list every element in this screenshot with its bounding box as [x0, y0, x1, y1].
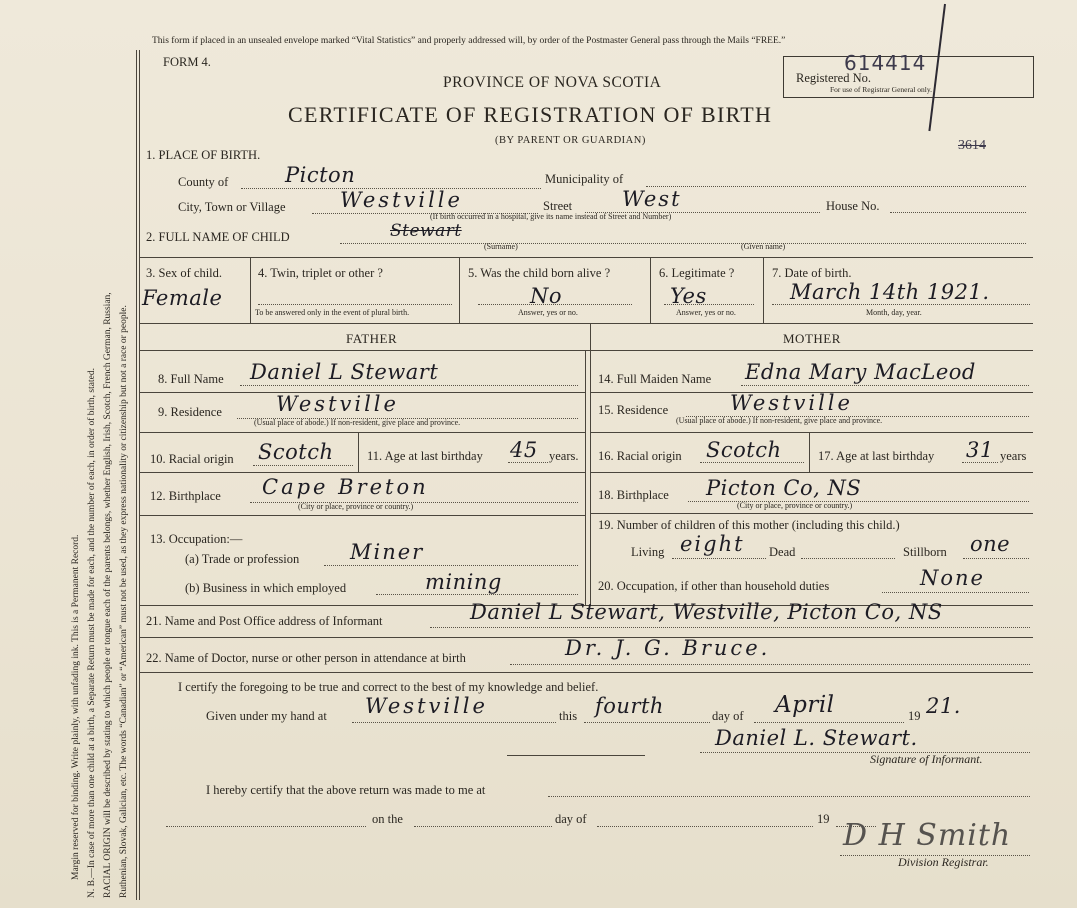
- stillborn-label: Stillborn: [903, 545, 947, 559]
- father-residence-label: 9. Residence: [158, 405, 222, 419]
- father-birthplace-value: Cape Breton: [262, 475, 429, 499]
- alive-value: No: [530, 284, 563, 308]
- city-value: Westville: [340, 188, 463, 212]
- given-day-value: fourth: [595, 694, 664, 718]
- registrar-day-line: [414, 826, 552, 827]
- mother-occupation-value: None: [920, 566, 985, 590]
- dead-line: [801, 558, 895, 559]
- top-notice: This form if placed in an unsealed envelope marked “Vital Statistics” and properly addressed will, by order of the Postmaster General pass through the Mails “FREE.”: [152, 36, 786, 46]
- living-label: Living: [631, 545, 665, 559]
- mother-age-unit: years: [1000, 449, 1027, 463]
- child-surname-value: Stewart: [390, 221, 462, 241]
- short-rule: [507, 755, 645, 756]
- form-left-border: [136, 50, 137, 900]
- surname-caption: (Surname): [484, 242, 518, 251]
- informant-line: [430, 627, 1030, 628]
- this-label: this: [559, 709, 578, 723]
- given-place-value: Westville: [365, 694, 488, 718]
- mother-row-18-border: [590, 513, 1033, 514]
- registrar-place-line-2: [166, 826, 366, 827]
- mother-heading: MOTHER: [783, 331, 841, 346]
- alive-note: Answer, yes or no.: [518, 308, 578, 317]
- father-racial-age-divider: [358, 432, 359, 472]
- father-birthplace-note: (City or place, province or country.): [298, 502, 414, 511]
- registered-number-box: [783, 51, 1034, 98]
- registrar-place-line: [548, 796, 1030, 797]
- father-row-10-border: [140, 472, 585, 473]
- divider-6-7: [763, 257, 764, 323]
- divider-5-6: [650, 257, 651, 323]
- father-name-value: Daniel L Stewart: [250, 360, 439, 384]
- divider-4-5: [459, 257, 460, 323]
- living-line: [672, 558, 766, 559]
- given-year-value: 21.: [926, 694, 961, 718]
- given-month-value: April: [775, 692, 835, 718]
- registered-number: 614414: [844, 51, 927, 75]
- given-year-prefix: 19: [908, 709, 921, 723]
- registered-note: For use of Registrar General only.: [830, 85, 932, 94]
- mother-name-line: [741, 385, 1029, 386]
- twin-line: [258, 304, 452, 305]
- registrar-month-line: [597, 826, 813, 827]
- father-name-label: 8. Full Name: [158, 372, 224, 386]
- stillborn-value: one: [970, 532, 1011, 556]
- given-place-line: [352, 722, 556, 723]
- twin-label: 4. Twin, triplet or other ?: [258, 266, 383, 280]
- birth-date-note: Month, day, year.: [866, 308, 922, 317]
- mother-racial-label: 16. Racial origin: [598, 449, 682, 463]
- registrar-day-of-label: day of: [555, 812, 587, 826]
- margin-note-racial-origin-cont: Ruthenian, Slovak, Galician, etc. The words “Canadian” or “American” must not be used, as they express nationality or citizenship but not a race or people.: [119, 305, 129, 898]
- legitimate-note: Answer, yes or no.: [676, 308, 736, 317]
- mother-residence-value: Westville: [730, 391, 853, 415]
- father-name-line: [240, 385, 578, 386]
- doctor-label: 22. Name of Doctor, nurse or other person in attendance at birth: [146, 651, 466, 665]
- father-business-line: [376, 594, 578, 595]
- father-age-unit: years.: [549, 449, 579, 463]
- mother-row-16-border: [590, 472, 1033, 473]
- registrar-year-prefix: 19: [817, 812, 830, 826]
- father-racial-label: 10. Racial origin: [150, 452, 234, 466]
- mother-occupation-label: 20. Occupation, if other than household duties: [598, 579, 830, 593]
- row-3-7-bottom-border: [140, 323, 1033, 324]
- father-heading: FATHER: [346, 331, 398, 346]
- mother-racial-age-divider: [809, 432, 810, 472]
- father-racial-line: [253, 465, 353, 466]
- registrar-signature: D H Smith: [843, 818, 1012, 853]
- mother-age-line: [962, 462, 998, 463]
- father-residence-value: Westville: [276, 392, 399, 416]
- county-value: Picton: [285, 163, 356, 187]
- doctor-row-border: [140, 672, 1033, 673]
- father-row-12-border: [140, 515, 585, 516]
- doctor-line: [510, 664, 1030, 665]
- mother-occupation-line: [882, 592, 1029, 593]
- margin-note-binding: Margin reserved for binding. Write plainly, with unfading ink. This is a Permanent Record.: [71, 534, 81, 880]
- twin-note: To be answered only in the event of plural birth.: [255, 308, 410, 317]
- municipality-label: Municipality of: [545, 172, 624, 186]
- child-name-line: [340, 243, 1026, 244]
- father-age-value: 45: [510, 438, 538, 462]
- mother-residence-label: 15. Residence: [598, 403, 669, 417]
- house-number-line: [890, 212, 1026, 213]
- alive-label: 5. Was the child born alive ?: [468, 266, 611, 280]
- living-value: eight: [680, 532, 745, 556]
- mother-racial-line: [700, 462, 804, 463]
- doctor-value: Dr. J. G. Bruce.: [565, 636, 771, 660]
- given-name-caption: (Given name): [741, 242, 786, 251]
- father-birthplace-label: 12. Birthplace: [150, 489, 221, 503]
- county-label: County of: [178, 175, 229, 189]
- registrar-signature-caption: Division Registrar.: [898, 855, 989, 869]
- divider-3-4: [250, 257, 251, 323]
- margin-note-multiple-births: N. B.—In case of more than one child at a birth, a Separate Return must be made for each, and the number of each, in order of birth, stated.: [87, 368, 97, 898]
- informant-label: 21. Name and Post Office address of Informant: [146, 614, 383, 628]
- father-mother-divider: [590, 323, 591, 605]
- father-business-value: mining: [425, 570, 502, 594]
- father-business-label: (b) Business in which employed: [185, 581, 347, 595]
- informant-value: Daniel L Stewart, Westville, Picton Co, NS: [470, 600, 943, 624]
- certificate-subtitle: (BY PARENT OR GUARDIAN): [495, 135, 646, 146]
- mother-residence-note: (Usual place of abode.) If non-resident, give place and province.: [676, 416, 883, 425]
- mother-birthplace-value: Picton Co, NS: [706, 476, 862, 500]
- struck-registered-number: 3614: [958, 138, 986, 153]
- father-row-9-border: [140, 432, 585, 433]
- legitimate-label: 6. Legitimate ?: [659, 266, 735, 280]
- father-age-label: 11. Age at last birthday: [367, 449, 483, 463]
- province-heading: PROVINCE OF NOVA SCOTIA: [443, 74, 662, 91]
- sex-value: Female: [142, 286, 223, 310]
- mother-age-value: 31: [966, 438, 994, 462]
- municipality-line: [646, 186, 1026, 187]
- street-label: Street: [543, 199, 573, 213]
- father-trade-value: Miner: [350, 540, 425, 564]
- father-age-line: [508, 462, 548, 463]
- certificate-title: CERTIFICATE OF REGISTRATION OF BIRTH: [288, 102, 773, 127]
- stillborn-line: [963, 558, 1029, 559]
- child-name-label: 2. FULL NAME OF CHILD: [146, 230, 290, 244]
- given-month-line: [754, 722, 904, 723]
- birth-date-label: 7. Date of birth.: [772, 266, 852, 280]
- birth-date-line: [772, 304, 1030, 305]
- registrar-on-the-label: on the: [372, 812, 403, 826]
- legitimate-value: Yes: [670, 284, 707, 308]
- mother-row-15-border: [590, 432, 1033, 433]
- place-of-birth-label: 1. PLACE OF BIRTH.: [146, 148, 261, 162]
- mother-birthplace-note: (City or place, province or country.): [737, 501, 853, 510]
- hospital-note: (If birth occurred in a hospital, give its name instead of Street and Number): [430, 212, 672, 221]
- mother-name-label: 14. Full Maiden Name: [598, 372, 712, 386]
- parents-header-line: [140, 350, 1033, 351]
- certify-statement: I certify the foregoing to be true and correct to the best of my knowledge and belief.: [178, 680, 599, 694]
- dead-label: Dead: [769, 545, 796, 559]
- margin-note-racial-origin: RACIAL ORIGIN will be described by stating to which people or tongue each of the parents belongs, whether English, Irish, Scotch, French German, Russian,: [103, 292, 113, 898]
- father-trade-line: [324, 565, 578, 566]
- father-racial-value: Scotch: [258, 440, 334, 464]
- day-of-label: day of: [712, 709, 744, 723]
- city-label: City, Town or Village: [178, 200, 286, 214]
- given-day-line: [584, 722, 710, 723]
- house-number-label: House No.: [826, 199, 880, 213]
- street-value: West: [622, 187, 682, 211]
- row-3-7-top-border: [140, 257, 1033, 258]
- mother-age-label: 17. Age at last birthday: [818, 449, 935, 463]
- father-mother-divider-inner: [585, 350, 586, 605]
- father-trade-label: (a) Trade or profession: [185, 552, 300, 566]
- father-residence-note: (Usual place of abode.) If non-resident, give place and province.: [254, 418, 461, 427]
- form-left-border-inner: [139, 50, 140, 900]
- informant-signature: Daniel L. Stewart.: [715, 726, 918, 750]
- mother-children-label: 19. Number of children of this mother (including this child.): [598, 518, 900, 532]
- mother-name-value: Edna Mary MacLeod: [745, 360, 976, 384]
- mother-birthplace-label: 18. Birthplace: [598, 488, 669, 502]
- given-under-hand-label: Given under my hand at: [206, 709, 327, 723]
- informant-signature-caption: Signature of Informant.: [870, 752, 983, 766]
- registered-label: Registered No.: [796, 71, 871, 85]
- form-number: FORM 4.: [163, 55, 211, 69]
- birth-date-value: March 14th 1921.: [790, 280, 990, 304]
- father-occupation-label: 13. Occupation:—: [150, 532, 243, 546]
- registrar-statement: I hereby certify that the above return was made to me at: [206, 783, 486, 797]
- mother-racial-value: Scotch: [706, 438, 782, 462]
- sex-label: 3. Sex of child.: [146, 266, 223, 280]
